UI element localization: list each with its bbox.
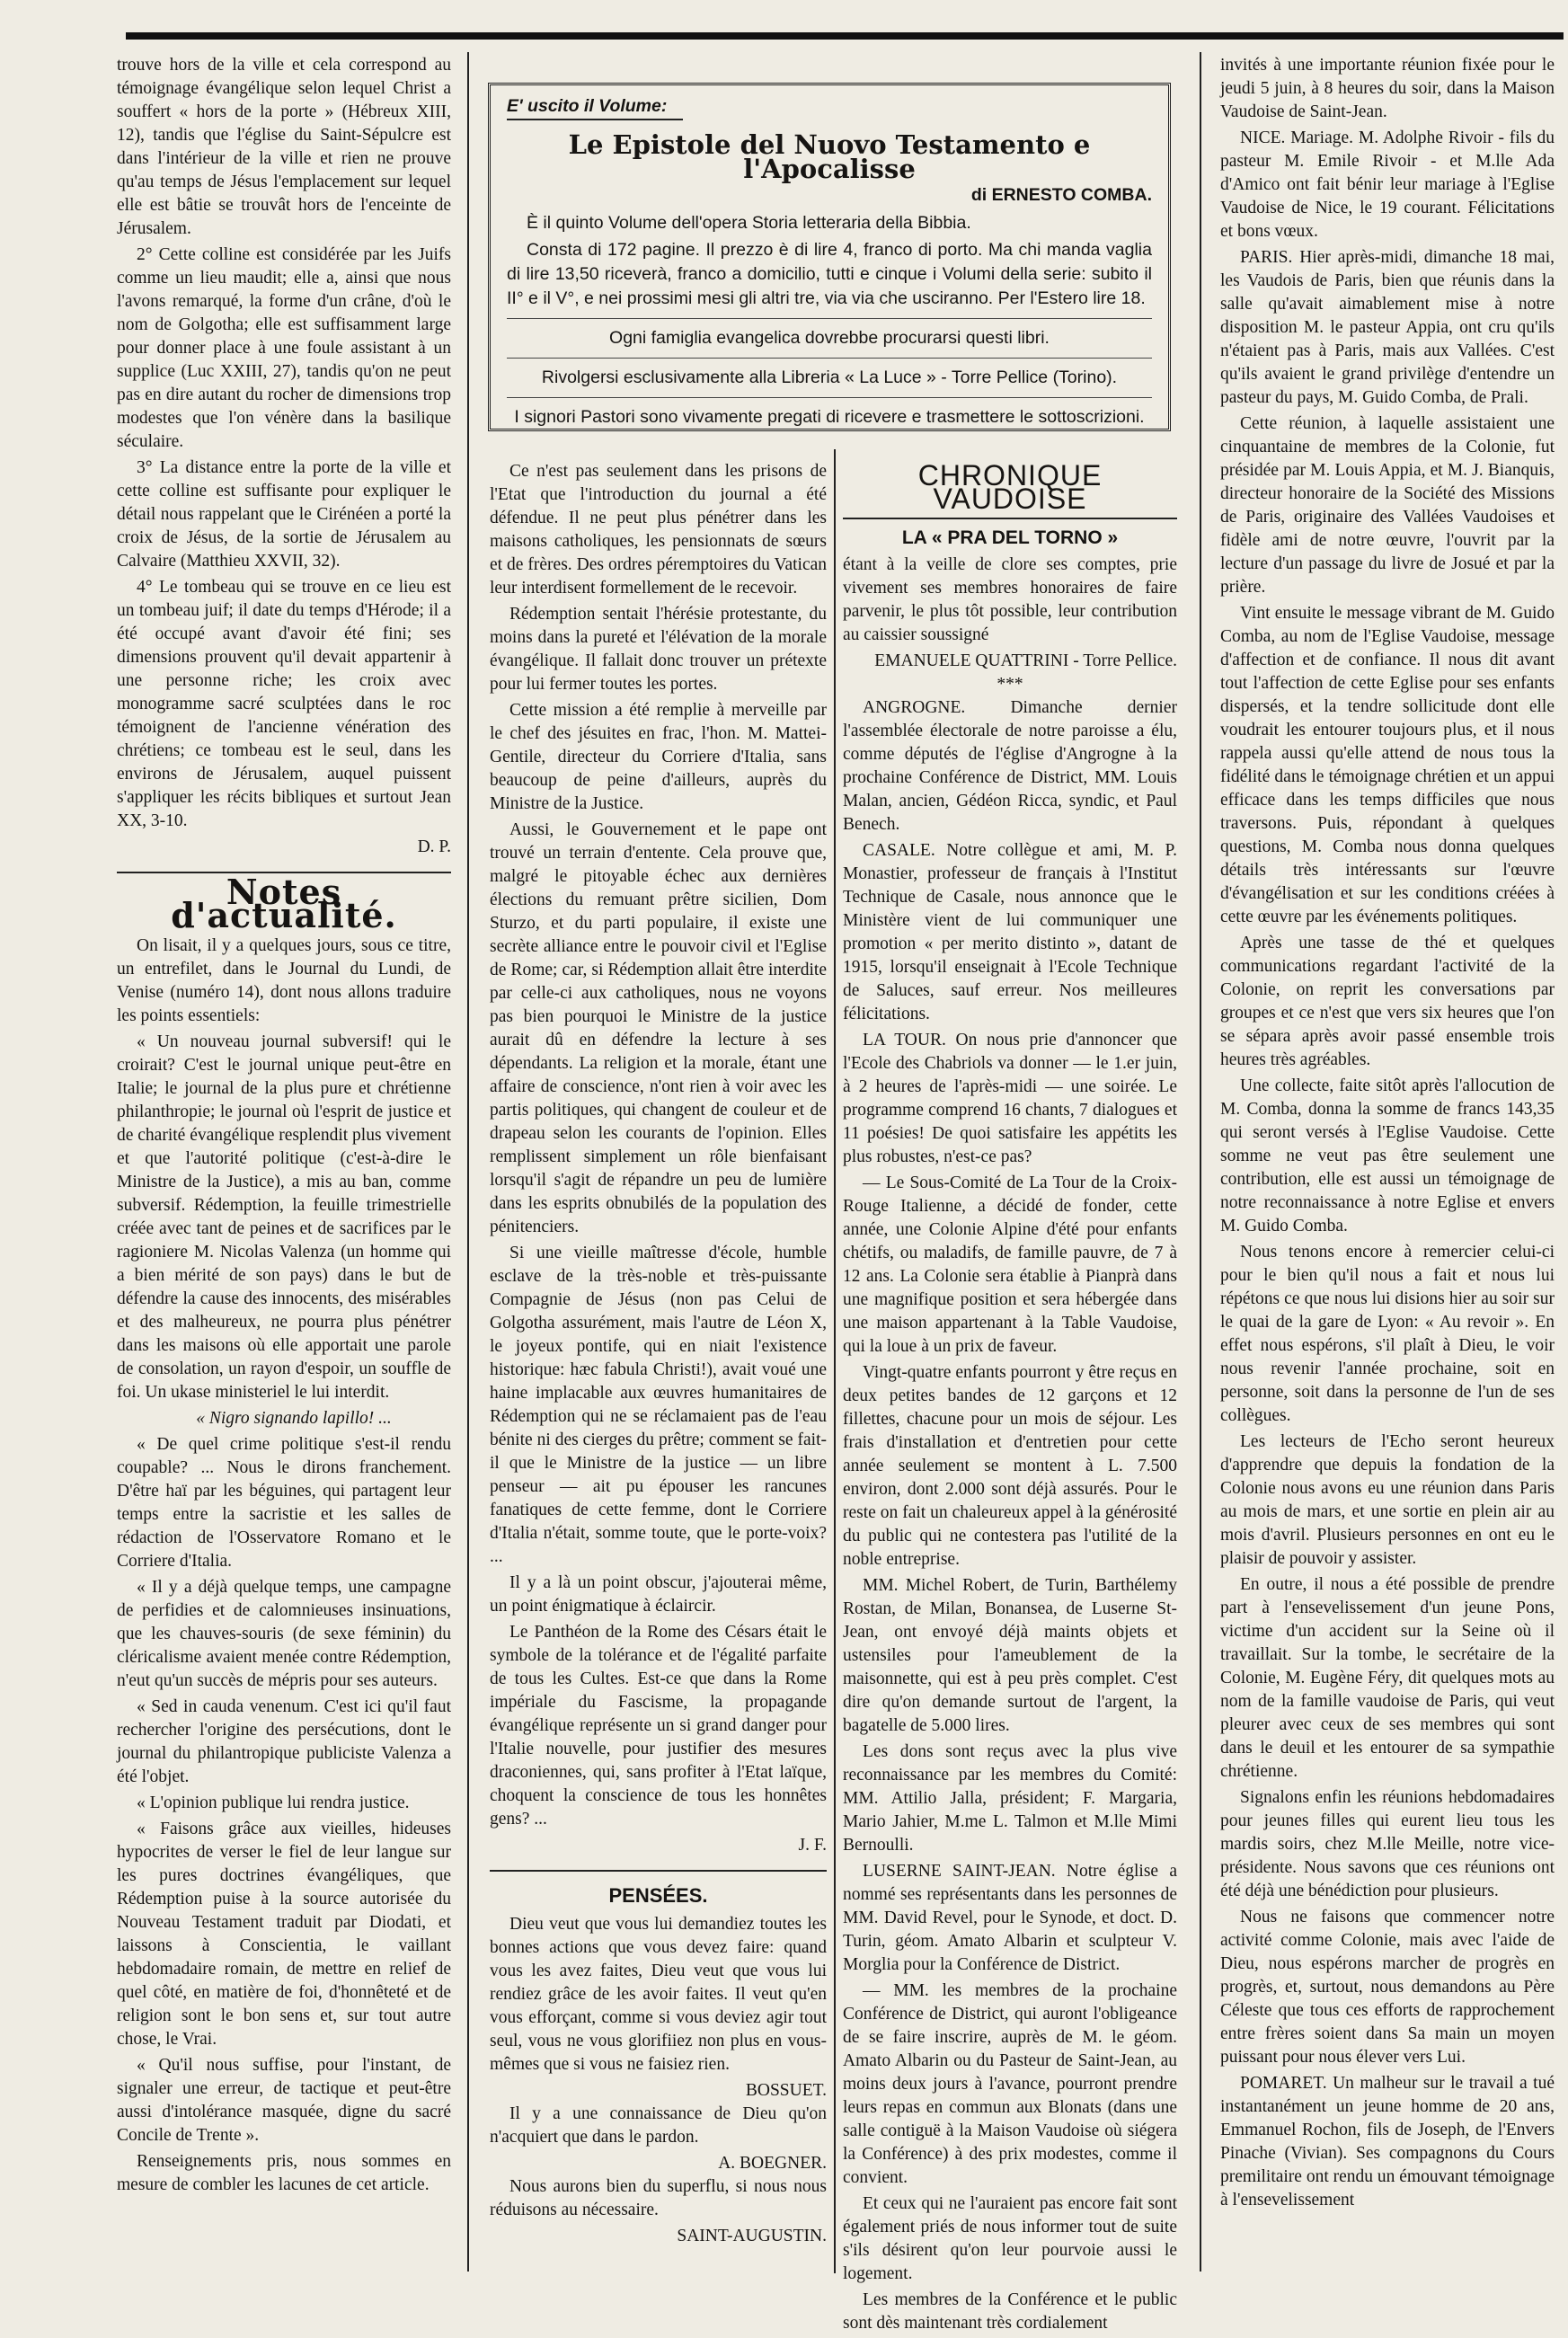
paragraph: 4° Le tombeau qui se trouve en ce lieu est un tombeau juif; il date du temps d'Hérode; il a été occupé avant d'avoir été fini; ses dimensions prouvent qu'il devait appartenir à une personne riche; les croix avec monogramme sacré sculptées dans le roc témoignent de l'ancienne vénération des chrétiens; ce tombeau est le seul, dans les environs de Jérusalem, auquel puissent s'appliquer les récits bibliques et surtout Jean XX, 3-10. [117,578,451,830]
paragraph: Dieu veut que vous lui demandiez toutes les bonnes actions que vous devez faire: quand vous les avez faites, Dieu veut que vous lui rendiez grâce de les avoir faites. Il veut qu'en vous efforçant, comme si vous deviez agir tout seul, vous ne vous glorifiiez non plus en vous-mêmes que si vous ne faisiez rien. [490,1915,827,2074]
paragraph: « Faisons grâce aux vieilles, hideuses hypocrites de verser le fiel de leur langue sur les pures doctrines évangéliques, que Rédemption puise à la source autorisée du Nouveau Testament traduit par Diodati, et laissons à Conscientia, le vaillant hebdomadaire romain, de mettre en relief de quel côté, en matière de foi, d'honnêteté et de religion sont le bon sens et, sur tout autre chose, le Vrai. [117,1820,451,2049]
signature: D. P. [417,837,451,856]
ad-author: di ERNESTO COMBA. [970,185,1152,205]
column-3 [843,460,1177,2338]
paragraph: Ce n'est pas seulement dans les prisons de l'Etat que l'introduction du journal a été défendue. Il ne peut plus pénétrer dans les maisons catholiques, les pensionnats de sœurs et de frères. Des ordres péremptoires du Vatican leur interdisent formellement de le recevoir. [490,462,827,598]
paragraph: Signalons enfin les réunions hebdomadaires pour jeunes filles qui eurent lieu tous les mardis soirs, chez M.lle Meille, notre vice-présidente. Nous savons que ces réunions ont été déjà une bénédiction pour plusieurs. [1220,1788,1555,1900]
column-1 [117,54,451,2200]
paragraph: NICE. Mariage. M. Adolphe Rivoir - fils du pasteur M. Emile Rivoir - et M.lle Ada d'Amico ont fait bénir leur mariage à l'Eglise Vaudoise de Nice, le 19 courant. Félicitations et bons vœux. [1220,128,1555,241]
divider [507,358,1152,359]
paragraph: CASALE. Notre collègue et ami, M. P. Monastier, professeur de français à l'Institut Technique de Casale, nous annonce que le Ministère vient de lui communiquer une promotion « per merito distinto », datant de 1915, lorsqu'il enseignait à l'Ecole Technique de Saluces, sauf erreur. Nos meilleures félicitations. [843,841,1177,1023]
paragraph: — Le Sous-Comité de La Tour de la Croix-Rouge Italienne, a décidé de fonder, cette année, une Colonie Alpine d'été pour enfants chétifs, ou maladifs, de famille pauvre, de 7 à 12 ans. La Colonie sera établie à Pianprà dans une magnifique position et sera hébergée dans une maison appartenant à la Table Vaudoise, qui la loue à un prix de faveur. [843,1173,1177,1356]
signature: EMANUELE QUATTRINI - Torre Pellice. [874,651,1177,670]
paragraph: trouve hors de la ville et cela correspond au témoignage évangélique selon lequel Christ a souffert « hors de la porte » (Hébreux XIII, 12), tandis que l'église du Saint-Sépulcre est dans l'intérieur de la ville et rien ne prouve qu'au temps de Jésus l'emplacement sur lequel elle est bâtie se trouvât hors de l'enceinte de Jérusalem. [117,56,451,238]
paragraph: Une collecte, faite sitôt après l'allocution de M. Comba, donna la somme de francs 143,35 qui seront versés à l'Eglise Vaudoise. Cette somme ne veut pas être seulement une contribution, elle est aussi un témoignage de notre reconnaissance à notre Eglise et envers M. Guido Comba. [1220,1076,1555,1235]
column-4 [1220,54,1555,2215]
section-title-pensees: PENSÉES. [490,1870,827,1908]
paragraph: On lisait, il y a quelques jours, sous ce titre, un entrefilet, dans le Journal du Lundi, de Venise (numéro 14), dont nous allons traduire les points essentiels: [117,936,451,1025]
paragraph: « Sed in cauda venenum. C'est ici qu'il faut rechercher l'origine des persécutions, dont le journal du philantropique publiciste Valenza a été l'objet. [117,1697,451,1786]
paragraph: En outre, il nous a été possible de prendre part à l'ensevelissement d'un jeune Pons, victime d'un accident sur la Seine où il travaillait. Sur la tombe, le secrétaire de la Colonie, M. Eugène Féry, dit quelques mots au nom de la famille vaudoise de Paris, qui veut pleurer avec ceux de ses membres qui sont dans le deuil et les entourer de sa sympathie chrétienne. [1220,1575,1555,1781]
paragraph: Les dons sont reçus avec la plus vive reconnaissance par les membres du Comité: MM. Attilio Jalla, président; F. Margaria, Mario Jahier, M.me L. Talmon et M.lle Mimi Bernoulli. [843,1742,1177,1855]
signature: A. BOEGNER. [718,2154,827,2173]
section-title-notes: Notes d'actualité. [117,872,451,927]
top-rule [126,32,1564,40]
signature: J. F. [798,1836,827,1855]
paragraph: Nous tenons encore à remercier celui-ci pour le bien qu'il nous a fait et nous lui répétons ce que nous lui disions hier au soir sur le quai de la gare de Lyon: « Au revoir ». En effet nous espérons, s'il plaît à Dieu, le voir nous revenir l'année prochaine, soit en personne, soit dans la personne de l'un de ses collègues. [1220,1243,1555,1425]
paragraph: PARIS. Hier après-midi, dimanche 18 mai, les Vaudois de Paris, bien que réunis dans la salle qu'avait aimablement mise à notre disposition M. le pasteur Appia, ont cru qu'ils n'étaient pas à Paris, mais aux Vallées. C'est qu'ils avaient le grand privilège d'entendre un pasteur du pays, M. Guido Comba, de Prali. [1220,248,1555,407]
ad-title: Le Epistole del Nuovo Testamento e l'Apocalisse [568,129,1091,184]
ad-paragraph: Consta di 172 pagine. Il prezzo è di lire 4, franco di porto. Ma chi manda vaglia di lire 13,50 riceverà, franco a domicilio, tutti e cinque i Volumi della serie: subito il II° e il V°, e nei prossimi mesi gli altri tre, via via che usciranno. Per l'Estero lire 18. [507,240,1152,308]
section-title-chronique: CHRONIQUE VAUDOISE [843,464,1177,519]
subsection-title: LA « PRA DEL TORNO » [901,527,1119,548]
paragraph: Renseignements pris, nous sommes en mesure de combler les lacunes de cet article. [117,2152,451,2194]
paragraph: Vint ensuite le message vibrant de M. Guido Comba, au nom de l'Eglise Vaudoise, message d'affection et de confiance. Il nous dit avant tout l'affection de cette Eglise pour ses enfants dispersés, et la tendre sollicitude dont elle voudrait les entourer toujours plus, et il nous rappela aussi qu'elle attend de nous tous la fidélité dans le témoignage chrétien et un appui efficace dans les temps difficiles que nous traversons. Puis, répondant à quelques questions, M. Comba nous donna quelques détails très intéressants sur l'œuvre d'évangélisation et sur les conditions créées à cette œuvre par les événements politiques. [1220,604,1555,926]
paragraph: ANGROGNE. Dimanche dernier l'assemblée électorale de notre paroisse a élu, comme députés de l'église d'Angrogne à la prochaine Conférence de District, MM. Louis Malan, ancien, Gédéon Ricca, syndic, et Paul Benech. [843,698,1177,834]
column-divider [467,52,469,2272]
paragraph: « Qu'il nous suffise, pour l'instant, de signaler une erreur, de tactique et peut-être aussi d'intolérance masquée, digne du sacré Concile de Trente ». [117,2056,451,2145]
paragraph: Cette mission a été remplie à merveille par le chef des jésuites en frac, l'hon. M. Mattei-Gentile, directeur du Corriere d'Italia, sans beaucoup de peine d'ailleurs, auprès du Ministre de la Justice. [490,701,827,813]
paragraph: Vingt-quatre enfants pourront y être reçus en deux petites bandes de 12 garçons et 12 fillettes, chacune pour un mois de séjour. Les frais d'installation et d'entretien pour cette année seulement se montent à L. 7.500 environ, dont 2.000 sont déjà assurés. Pour le reste on fait un chaleureux appel à la générosité du public qui ne contestera pas l'utilité de la noble entreprise. [843,1363,1177,1569]
divider [507,397,1152,398]
column-divider [834,449,836,2273]
paragraph: Après une tasse de thé et quelques communications regardant l'activité de la Colonie, on reprit les conversations par groupes et ce n'est que vers six heures que l'on se sépara après avoir passé ensemble trois heures très agréables. [1220,934,1555,1069]
paragraph: POMARET. Un malheur sur le travail a tué instantanément un jeune homme de 20 ans, Emmanuel Rochon, fils de Joseph, de l'Envers Pinache (Vivian). Ses compagnons du Cours premilitaire ont rendu un émouvant témoignage à l'ensevelissement [1220,2074,1555,2210]
paragraph: LUSERNE SAINT-JEAN. Notre église a nommé ses représentants dans les personnes de MM. David Revel, pour le Synode, et doct. D. Turin, géom. Amato Albarin et sculpteur V. Morglia pour la Conférence de District. [843,1862,1177,1974]
signature: SAINT-AUGUSTIN. [677,2227,827,2245]
paragraph: Il y a une connaissance de Dieu qu'on n'acquiert que dans le pardon. [490,2104,827,2147]
paragraph: Les membres de la Conférence et le public sont dès maintenant très cordialement [843,2290,1177,2333]
paragraph: 2° Cette colline est considérée par les Juifs comme un lieu maudit; elle a, ainsi que nous l'avons remarqué, la forme d'un crâne, d'où le nom de Golgotha; elle est suffisamment large pour donner place à une foule assistant à un supplice (Luc XXIII, 27), tandis qu'on ne peut pas en dire autant du rocher de dimensions trop modestes que l'on vénère dans la basilique séculaire. [117,245,451,451]
ad-line: I signori Pastori sono vivamente pregati di ricevere e trasmettere le sottoscrizioni. [514,407,1145,427]
column-2 [490,460,827,2248]
paragraph: Il y a là un point obscur, j'ajouterai même, un point énigmatique à éclaircir. [490,1573,827,1616]
paragraph: 3° La distance entre la porte de la ville et cette colline est suffisante pour expliquer le détail nous rappelant que le Cirénéen a porté la croix de Jésus, de la sortie de Jérusalem au Calvaire (Matthieu XXVII, 32). [117,458,451,571]
book-advertisement [488,83,1171,431]
paragraph: Aussi, le Gouvernement et le pape ont trouvé un terrain d'entente. Cela prouve que, malgré le pitoyable échec aux dernières élections du remuant prêtre sicilien, Dom Sturzo, et du parti populaire, il existe une secrète alliance entre le pouvoir civil et l'Eglise de Rome; car, si Rédemption allait être interdite par celle-ci aux catholiques, nous ne voyons pas bien pourquoi le Ministre de la justice aurait dû en défendre la lecture à ses dépendants. La religion et la morale, étant une affaire de conscience, n'ont rien à voir avec les partis politiques, qui changent de couleur et de drapeau selon les courants de l'opinion. Elles remplissent simplement un rôle bienfaisant lorsqu'il s'agit de répandre un peu de lumière dans les esprits obnubilés de la population des pénitenciers. [490,820,827,1236]
separator-stars: *** [997,675,1023,694]
quote-line: « Nigro signando lapillo! ... [196,1409,392,1428]
divider [507,318,1152,319]
paragraph: Et ceux qui ne l'auraient pas encore fait sont également priés de nous informer tout de suite s'ils désirent qu'on leur pourvoie aussi le logement. [843,2194,1177,2283]
paragraph: Nous aurons bien du superflu, si nous nous réduisons au nécessaire. [490,2177,827,2219]
paragraph: Les lecteurs de l'Echo seront heureux d'apprendre que depuis la fondation de la Colonie nous avons eu une réunion dans Paris au mois de mars, et une sortie en plein air au mois d'avril. Plusieurs personnes en ont eu le plaisir de pouvoir y assister. [1220,1432,1555,1568]
paragraph: « L'opinion publique lui rendra justice. [137,1793,410,1812]
paragraph: — MM. les membres de la prochaine Conférence de District, qui auront l'obligeance de se faire inscrire, auprès de M. le géom. Amato Albarin ou du Pasteur de Saint-Jean, au moins deux jours à l'avance, pourront prendre leurs repas en commun aux Blonats (dans une salle contiguë à la Maison Vaudoise où siégera la Conférence) à des prix modestes, comme il convient. [843,1981,1177,2187]
paragraph: Rédemption sentait l'hérésie protestante, du moins dans la pureté et l'élévation de la morale évangélique. Il fallait donc trouver un prétexte pour lui fermer toutes les portes. [490,605,827,694]
paragraph: « De quel crime politique s'est-il rendu coupable? ... Nous le dirons franchement. D'être haï par les béguines, qui partagent leur temps entre la sacristie et les salles de rédaction de l'Osservatore Romano et le Corriere d'Italia. [117,1435,451,1571]
ad-line: Ogni famiglia evangelica dovrebbe procurarsi questi libri. [609,328,1050,348]
paragraph: « Il y a déjà quelque temps, une campagne de perfidies et de calomnieuses insinuations, que les chauves-souris (de sexe féminin) du cléricalisme avaient menée contre Rédemption, n'eut qu'un succès de mépris pour ses auteurs. [117,1578,451,1690]
ad-line: Rivolgersi esclusivamente alla Libreria « La Luce » - Torre Pellice (Torino). [541,368,1118,387]
paragraph: Cette réunion, à laquelle assistaient une cinquantaine de membres de la Colonie, fut présidée par M. Louis Appia, et M. J. Bianquis, directeur honoraire de la Société des Missions de Paris, originaire des Vallées Vaudoises et fidèle ami de notre œuvre, l'ouvrit par la lecture d'un passage du livre de Josué et par la prière. [1220,414,1555,597]
signature: BOSSUET. [745,2081,827,2100]
paragraph: Nous ne faisons que commencer notre activité comme Colonie, mais avec l'aide de Dieu, nous espérons marcher de progrès en progrès, et, surtout, nous demandons au Père Céleste que tous ces efforts de rapprochement entre frères soient dans Sa main un moyen puissant pour nous élever vers Lui. [1220,1908,1555,2067]
ad-paragraph: È il quinto Volume dell'opera Storia letteraria della Bibbia. [527,213,971,233]
paragraph: Si une vieille maîtresse d'école, humble esclave de la très-noble et très-puissante Compagnie de Jésus (non pas Celui de Golgotha assurément, mais l'autre de Léon X, le joyeux pontife, qui en niait l'existence historique: hæc fabula Christi!), avait voué une haine implacable aux œuvres humanitaires de Rédemption qui ne se réclamaient pas de l'eau bénite ni des cierges du prêtre; comment se fait-il que le Ministre de la justice — un libre penseur — ait pu épouser les rancunes fanatiques de cette femme, dont le Corriere d'Italia n'était, somme toute, que le porte-voix? ... [490,1244,827,1566]
column-divider [1200,52,1201,2272]
paragraph: LA TOUR. On nous prie d'annoncer que l'Ecole des Chabriols va donner — le 1.er juin, à 2 heures de l'après-midi — une soirée. Le programme comprend 16 chants, 7 dialogues et 11 poésies! De quoi satisfaire les appétits les plus robustes, n'est-ce pas? [843,1031,1177,1166]
paragraph: Le Panthéon de la Rome des Césars était le symbole de la tolérance et de l'égalité parfaite de tous les Cultes. Est-ce que dans la Rome impériale du Fascisme, la propagande évangélique représente un si grand danger pour l'Italie nouvelle, pour justifier des mesures draconiennes, qui, sans profiter à l'Etat laïque, choquent la conscience de tous les honnêtes gens? ... [490,1623,827,1829]
paragraph: invités à une importante réunion fixée pour le jeudi 5 juin, à 8 heures du soir, dans la Maison Vaudoise de Saint-Jean. [1220,56,1555,121]
paragraph: étant à la veille de clore ses comptes, prie vivement ses membres honoraires de faire parvenir, le plus tôt possible, leur contribution au caissier soussigné [843,555,1177,644]
ad-heading: E' uscito il Volume: [507,94,683,120]
paragraph: « Un nouveau journal subversif! qui le croirait? C'est le journal unique peut-être en Italie; le journal de la plus pure et chrétienne philanthropie; le journal où l'esprit de justice et de charité évangélique resplendit plus vivement et que l'autorité politique (c'est-à-dire le Ministre de la Justice), a mis au ban, comme subversif. Rédemption, la feuille trimestrielle créée avec tant de peines et de sacrifices par le ragioniere M. Nicolas Valenza (un homme qui a bien mérité de son pays) dans le but de défendre la cause des innocents, des misérables et des malheureux, ne pourra plus pénétrer dans les maisons où elle apportait une parole de consolation, un rayon d'espoir, un souffle de foi. Un ukase ministeriel le lui interdit. [117,1032,451,1402]
paragraph: MM. Michel Robert, de Turin, Barthélemy Rostan, de Milan, Bonansea, de Luserne St-Jean, ont envoyé déjà maints objets et ustensiles pour l'ameublement de la maisonnette, qui est à peu près complet. C'est dire qu'on demande surtout de l'argent, la bagatelle de 5.000 lires. [843,1576,1177,1735]
